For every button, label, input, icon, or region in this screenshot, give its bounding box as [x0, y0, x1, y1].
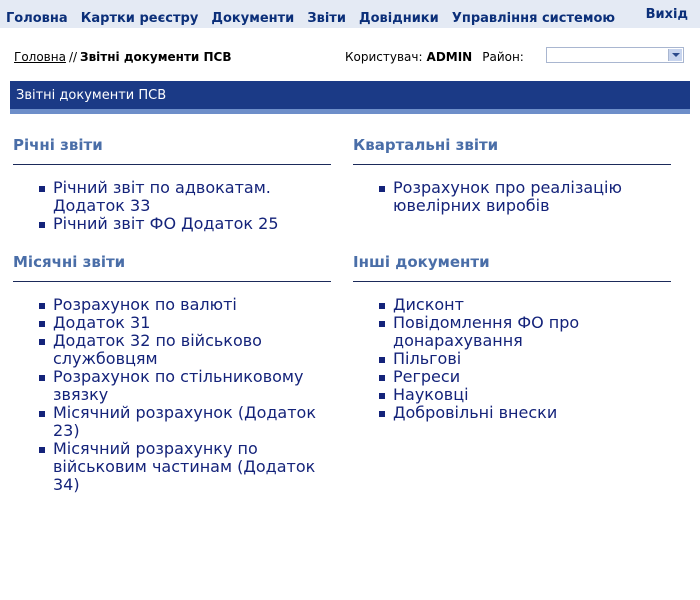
- report-link-label[interactable]: Науковці: [393, 385, 469, 404]
- bullet-icon: [39, 339, 45, 345]
- report-list: [353, 179, 673, 215]
- report-link-label[interactable]: Розрахунок по валюті: [53, 295, 237, 314]
- bullet-icon: [39, 411, 45, 417]
- nav-item-documents[interactable]: Документи: [211, 11, 295, 26]
- report-link[interactable]: [13, 296, 333, 314]
- report-link-label[interactable]: Регреси: [393, 367, 461, 386]
- section-divider: [13, 281, 331, 282]
- report-link[interactable]: [13, 332, 333, 368]
- bullet-icon: [379, 357, 385, 363]
- report-link-label[interactable]: Додаток 31: [53, 313, 151, 332]
- bullet-icon: [379, 375, 385, 381]
- section-other-documents: [353, 253, 673, 422]
- section-divider: [13, 164, 331, 165]
- bullet-icon: [39, 321, 45, 327]
- section-heading: Інші документи: [353, 253, 490, 271]
- report-link[interactable]: [353, 368, 673, 386]
- nav-item-reports[interactable]: Звіти: [307, 11, 346, 26]
- page-title: Звітні документи ПСВ: [16, 88, 167, 103]
- section-heading: Квартальні звіти: [353, 136, 499, 154]
- report-link[interactable]: [13, 440, 333, 494]
- report-link[interactable]: [13, 368, 333, 404]
- breadcrumb-home-link[interactable]: Головна: [14, 50, 66, 64]
- report-link-label[interactable]: Додаток 32 по військово службовцям: [53, 331, 262, 368]
- nav-item-registry-cards[interactable]: Картки реєстру: [80, 11, 199, 26]
- report-link-label[interactable]: Дисконт: [393, 295, 464, 314]
- report-link-label[interactable]: Річний звіт ФО Додаток 25: [53, 214, 279, 233]
- report-link-label[interactable]: Пільгові: [393, 349, 462, 368]
- bullet-icon: [39, 375, 45, 381]
- nav-item-home[interactable]: Головна: [6, 11, 68, 26]
- section-divider: [353, 164, 671, 165]
- report-link-label[interactable]: Добровільні внески: [393, 403, 558, 422]
- report-link-label[interactable]: Місячний розрахунок (Додаток 23): [53, 403, 316, 440]
- bullet-icon: [379, 411, 385, 417]
- section-quarterly-reports: [353, 136, 673, 215]
- report-link[interactable]: [353, 296, 673, 314]
- user-info: [345, 50, 524, 64]
- report-link-label[interactable]: Розрахунок про реалізацію ювелірних виробів: [393, 178, 622, 215]
- report-list: [13, 179, 333, 233]
- chevron-down-icon[interactable]: [668, 49, 682, 61]
- breadcrumb-separator: //: [68, 50, 78, 64]
- main-menu: [6, 7, 623, 26]
- report-link-label[interactable]: Річний звіт по адвокатам. Додаток 33: [53, 178, 271, 215]
- breadcrumb-current: Звітні документи ПСВ: [80, 50, 232, 64]
- report-link-label[interactable]: Місячний розрахунку по військовим частинам (Додаток 34): [53, 439, 316, 494]
- bullet-icon: [39, 222, 45, 228]
- logout-link[interactable]: Вихід: [645, 7, 688, 22]
- section-heading: Річні звіти: [13, 136, 103, 154]
- report-link[interactable]: [353, 179, 673, 215]
- report-link[interactable]: [13, 404, 333, 440]
- breadcrumb: [14, 50, 232, 64]
- report-link[interactable]: [13, 179, 333, 215]
- nav-item-directories[interactable]: Довідники: [359, 11, 439, 26]
- report-link-label[interactable]: Повідомлення ФО про донарахування: [393, 313, 580, 350]
- bullet-icon: [379, 321, 385, 327]
- bullet-icon: [39, 186, 45, 192]
- report-link[interactable]: [13, 215, 333, 233]
- bullet-icon: [39, 447, 45, 453]
- nav-item-system-management[interactable]: Управління системою: [451, 11, 616, 26]
- page-title-bar: [10, 81, 690, 114]
- section-heading: Місячні звіти: [13, 253, 126, 271]
- bullet-icon: [379, 393, 385, 399]
- report-link[interactable]: [353, 404, 673, 422]
- section-divider: [353, 281, 671, 282]
- report-list: [353, 296, 673, 422]
- section-annual-reports: [13, 136, 333, 233]
- report-link[interactable]: [353, 386, 673, 404]
- user-name: ADMIN: [426, 50, 473, 64]
- bullet-icon: [39, 303, 45, 309]
- section-monthly-reports: [13, 253, 333, 494]
- bullet-icon: [379, 303, 385, 309]
- top-navigation: [0, 0, 700, 28]
- report-link[interactable]: [353, 314, 673, 350]
- region-select[interactable]: [546, 47, 684, 63]
- bullet-icon: [379, 186, 385, 192]
- report-link[interactable]: [13, 314, 333, 332]
- report-link-label[interactable]: Розрахунок по стільниковому звязку: [53, 367, 304, 404]
- region-label: Район:: [482, 50, 524, 64]
- report-list: [13, 296, 333, 494]
- report-link[interactable]: [353, 350, 673, 368]
- user-label: Користувач:: [345, 50, 423, 64]
